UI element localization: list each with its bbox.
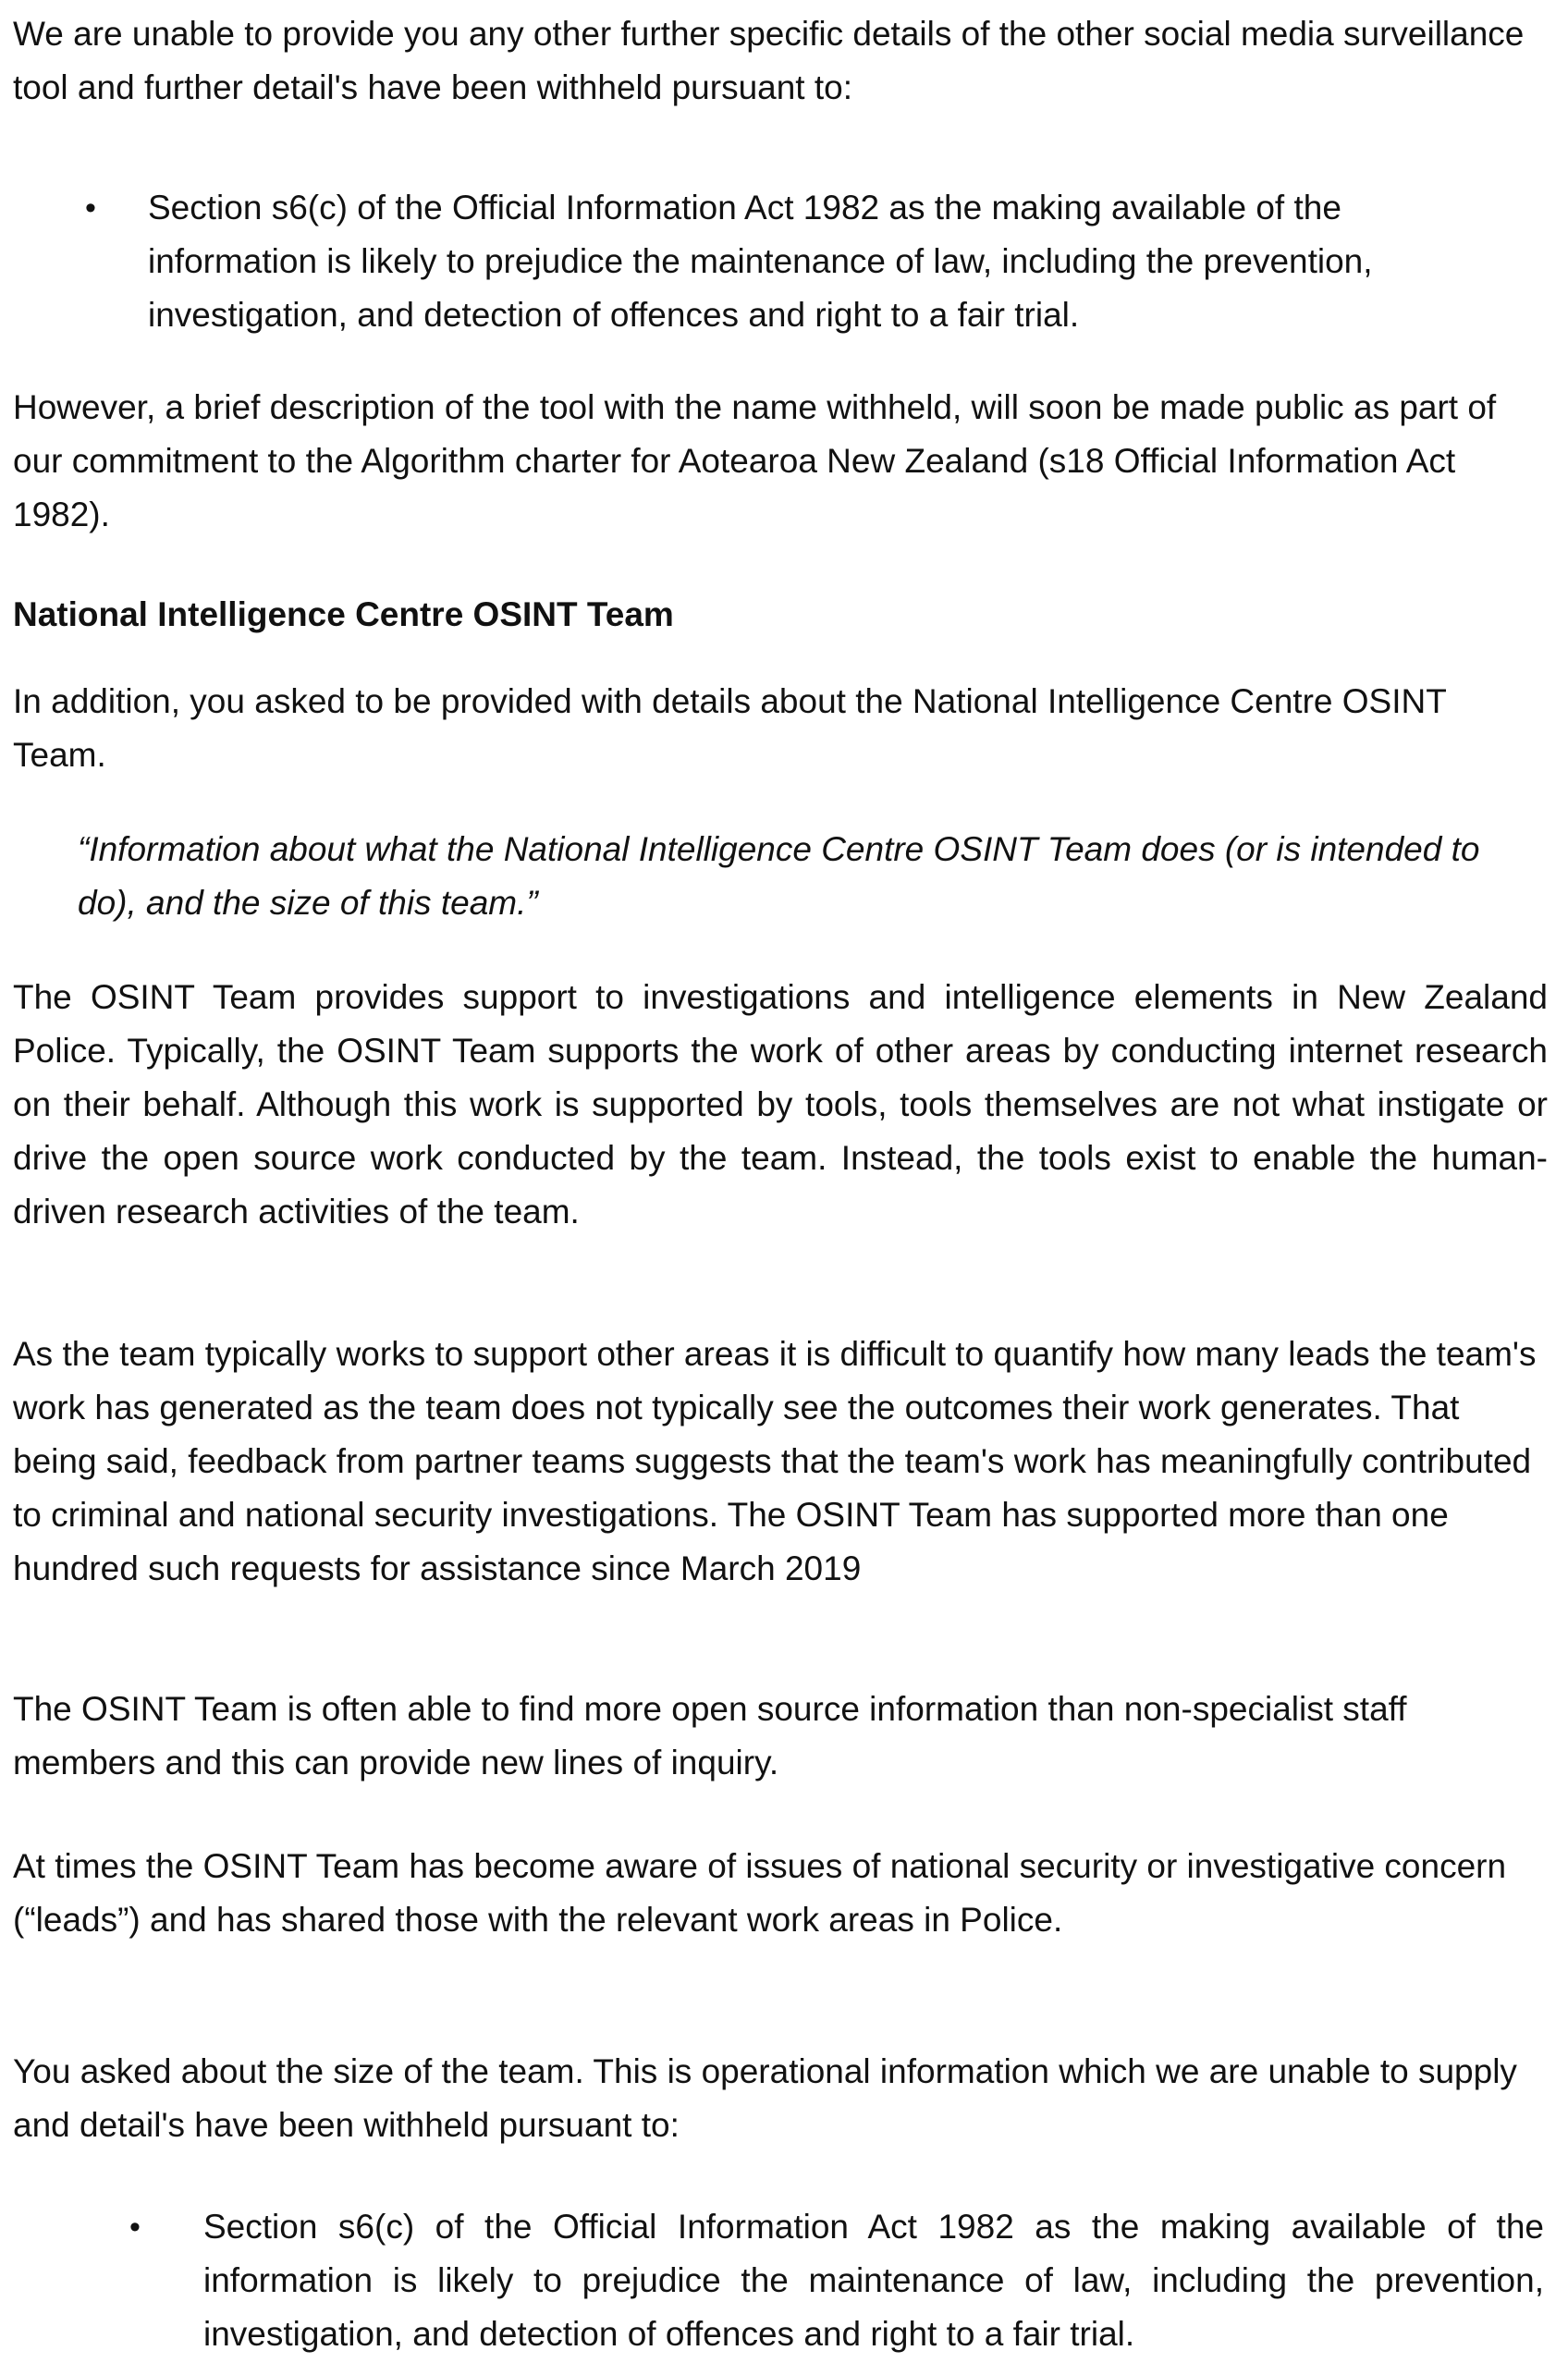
bullet-icon: • (129, 2210, 141, 2245)
intro-paragraph: We are unable to provide you any other further specific details of the other social media surveillance tool and further detail's have been withheld pursuant to: (13, 15, 1525, 106)
leads-paragraph: As the team typically works to support other areas it is difficult to quantify how many leads the team's work has generated as the team does not typically see the outcomes their work generates. That being said, feedback from partner teams suggests that the team's work has meaningfully contributed to criminal and national security investigations. The OSINT Team has supported more than one hundred such requests for assistance since March 2019 (13, 1335, 1537, 1587)
bullet-text: Section s6(c) of the Official Information Act 1982 as the making available of the information is likely to prejudice the maintenance of law, including the prevention, investigation, and detection of offences and right to a fair trial. (203, 2208, 1544, 2353)
open-source-paragraph: The OSINT Team is often able to find more open source information than non-specialist staff members and this can provide new lines of inquiry. (13, 1690, 1407, 1781)
support-paragraph: The OSINT Team provides support to investigations and intelligence elements in New Zealand Police. Typically, the OSINT Team supports the work of other areas by conducting internet research on their behalf. Although this work is supported by tools, tools themselves are not what instigate or drive the open source work conducted by the team. Instead, the tools exist to enable the human-driven research activities of the team. (13, 978, 1548, 1230)
however-paragraph: However, a brief description of the tool with the name withheld, will soon be made public as part of our commitment to the Algorithm charter for Aotearoa New Zealand (s18 Official Information Act 1982). (13, 388, 1497, 533)
request-quote: “Information about what the National Intelligence Centre OSINT Team does (or is intended to do), and the size of this team.” (78, 830, 1480, 922)
addition-paragraph: In addition, you asked to be provided with details about the National Intelligence Centre OSINT Team. (13, 682, 1447, 774)
aware-paragraph: At times the OSINT Team has become aware of issues of national security or investigative concern (“leads”) and has shared those with the relevant work areas in Police. (13, 1847, 1507, 1939)
bullet-icon: • (85, 190, 96, 226)
section-heading: National Intelligence Centre OSINT Team (13, 595, 674, 633)
bullet-text: Section s6(c) of the Official Information Act 1982 as the making available of the information is likely to prejudice the maintenance of law, including the prevention, investigation, and detection of offences and right to a fair trial. (148, 189, 1373, 334)
size-paragraph: You asked about the size of the team. This is operational information which we are unable to supply and detail's have been withheld pursuant to: (13, 2052, 1517, 2144)
